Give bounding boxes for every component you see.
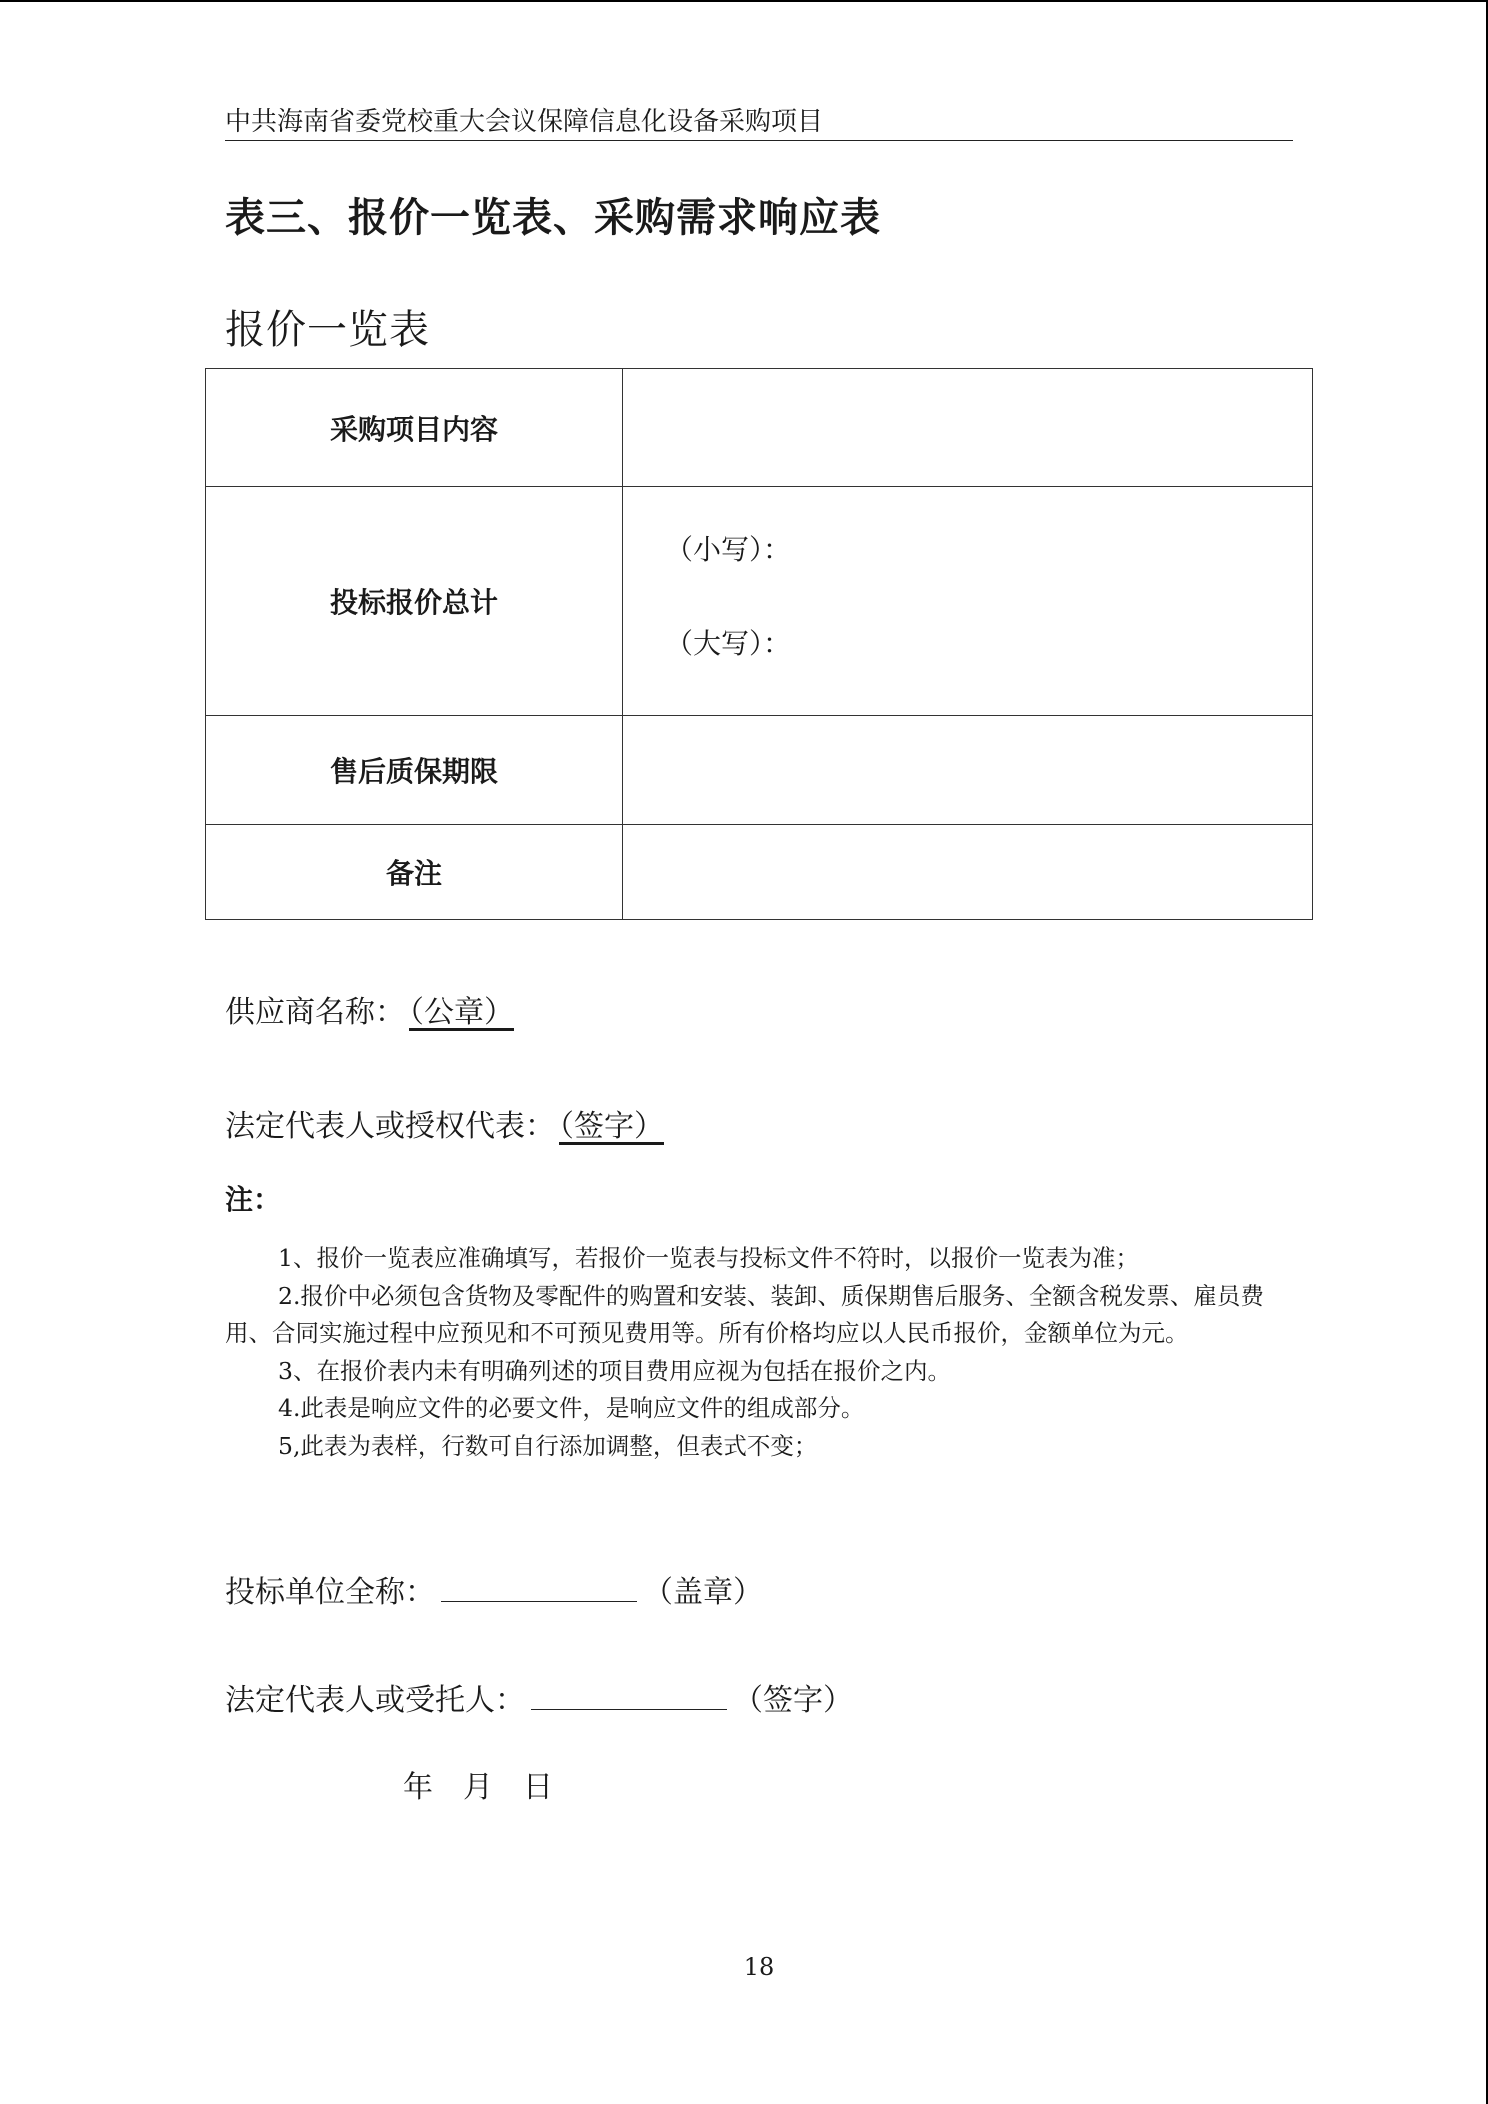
bidder-line — [225, 1573, 763, 1613]
warranty-cell[interactable] — [623, 716, 1313, 825]
label-project-content: 采购项目内容 — [206, 369, 623, 487]
legal-or-agent-sign-label: （签字） — [733, 1683, 853, 1718]
legal-or-agent-label: 法定代表人或受托人： — [225, 1683, 525, 1718]
table-row — [206, 487, 1313, 716]
legal-or-agent-field[interactable] — [531, 1681, 727, 1710]
note-item: 4.此表是响应文件的必要文件，是响应文件的组成部分。 — [278, 1394, 865, 1422]
notes-title: 注： — [225, 1183, 282, 1216]
section-title: 表三、报价一览表、采购需求响应表 — [225, 195, 881, 241]
date-month: 月 — [463, 1770, 493, 1805]
bidder-label: 投标单位全称： — [225, 1575, 435, 1610]
date-year: 年 — [403, 1770, 433, 1805]
label-remarks: 备注 — [206, 825, 623, 920]
total-bid-cell[interactable] — [623, 487, 1313, 716]
amount-lowercase-label: （小写）： — [665, 533, 792, 566]
table-row — [206, 825, 1313, 920]
subsection-title: 报价一览表 — [225, 307, 430, 353]
quote-table — [205, 368, 1313, 920]
date-day: 日 — [523, 1770, 553, 1805]
table-row — [206, 369, 1313, 487]
note-item: 1、报价一览表应准确填写，若报价一览表与投标文件不符时，以报价一览表为准； — [278, 1244, 1139, 1272]
date-line — [403, 1762, 583, 1806]
page-border-top — [0, 0, 1488, 2]
notes-list — [225, 1240, 1285, 1465]
supplier-seal-field[interactable]: （公章） — [409, 995, 514, 1030]
bidder-seal-label: （盖章） — [643, 1575, 763, 1610]
legal-rep-line — [225, 1107, 668, 1147]
supplier-label: 供应商名称： — [225, 995, 405, 1030]
supplier-line — [225, 993, 518, 1033]
note-item: 2.报价中必须包含货物及零配件的购置和安装、装卸、质保期售后服务、全额含税发票、雇员费用、合同实施过程中应预见和不可预见费用等。所有价格均应以人民币报价，金额单位为元。 — [225, 1281, 1264, 1347]
legal-or-agent-line — [225, 1681, 853, 1721]
label-total-bid: 投标报价总计 — [206, 487, 623, 716]
legal-rep-sign-field[interactable]: （签字） — [559, 1109, 664, 1144]
remarks-cell[interactable] — [623, 825, 1313, 920]
bidder-name-field[interactable] — [441, 1573, 637, 1602]
note-item: 3、在报价表内未有明确列述的项目费用应视为包括在报价之内。 — [278, 1356, 951, 1385]
legal-rep-label: 法定代表人或授权代表： — [225, 1109, 555, 1144]
project-content-cell[interactable] — [623, 369, 1313, 487]
amount-uppercase-label: （大写）： — [665, 627, 792, 660]
table-row — [206, 716, 1313, 825]
label-warranty: 售后质保期限 — [206, 716, 623, 825]
running-header: 中共海南省委党校重大会议保障信息化设备采购项目 — [225, 104, 1293, 141]
page-number: 18 — [743, 1953, 775, 1981]
note-item: 5,此表为表样，行数可自行添加调整，但表式不变； — [278, 1431, 818, 1460]
